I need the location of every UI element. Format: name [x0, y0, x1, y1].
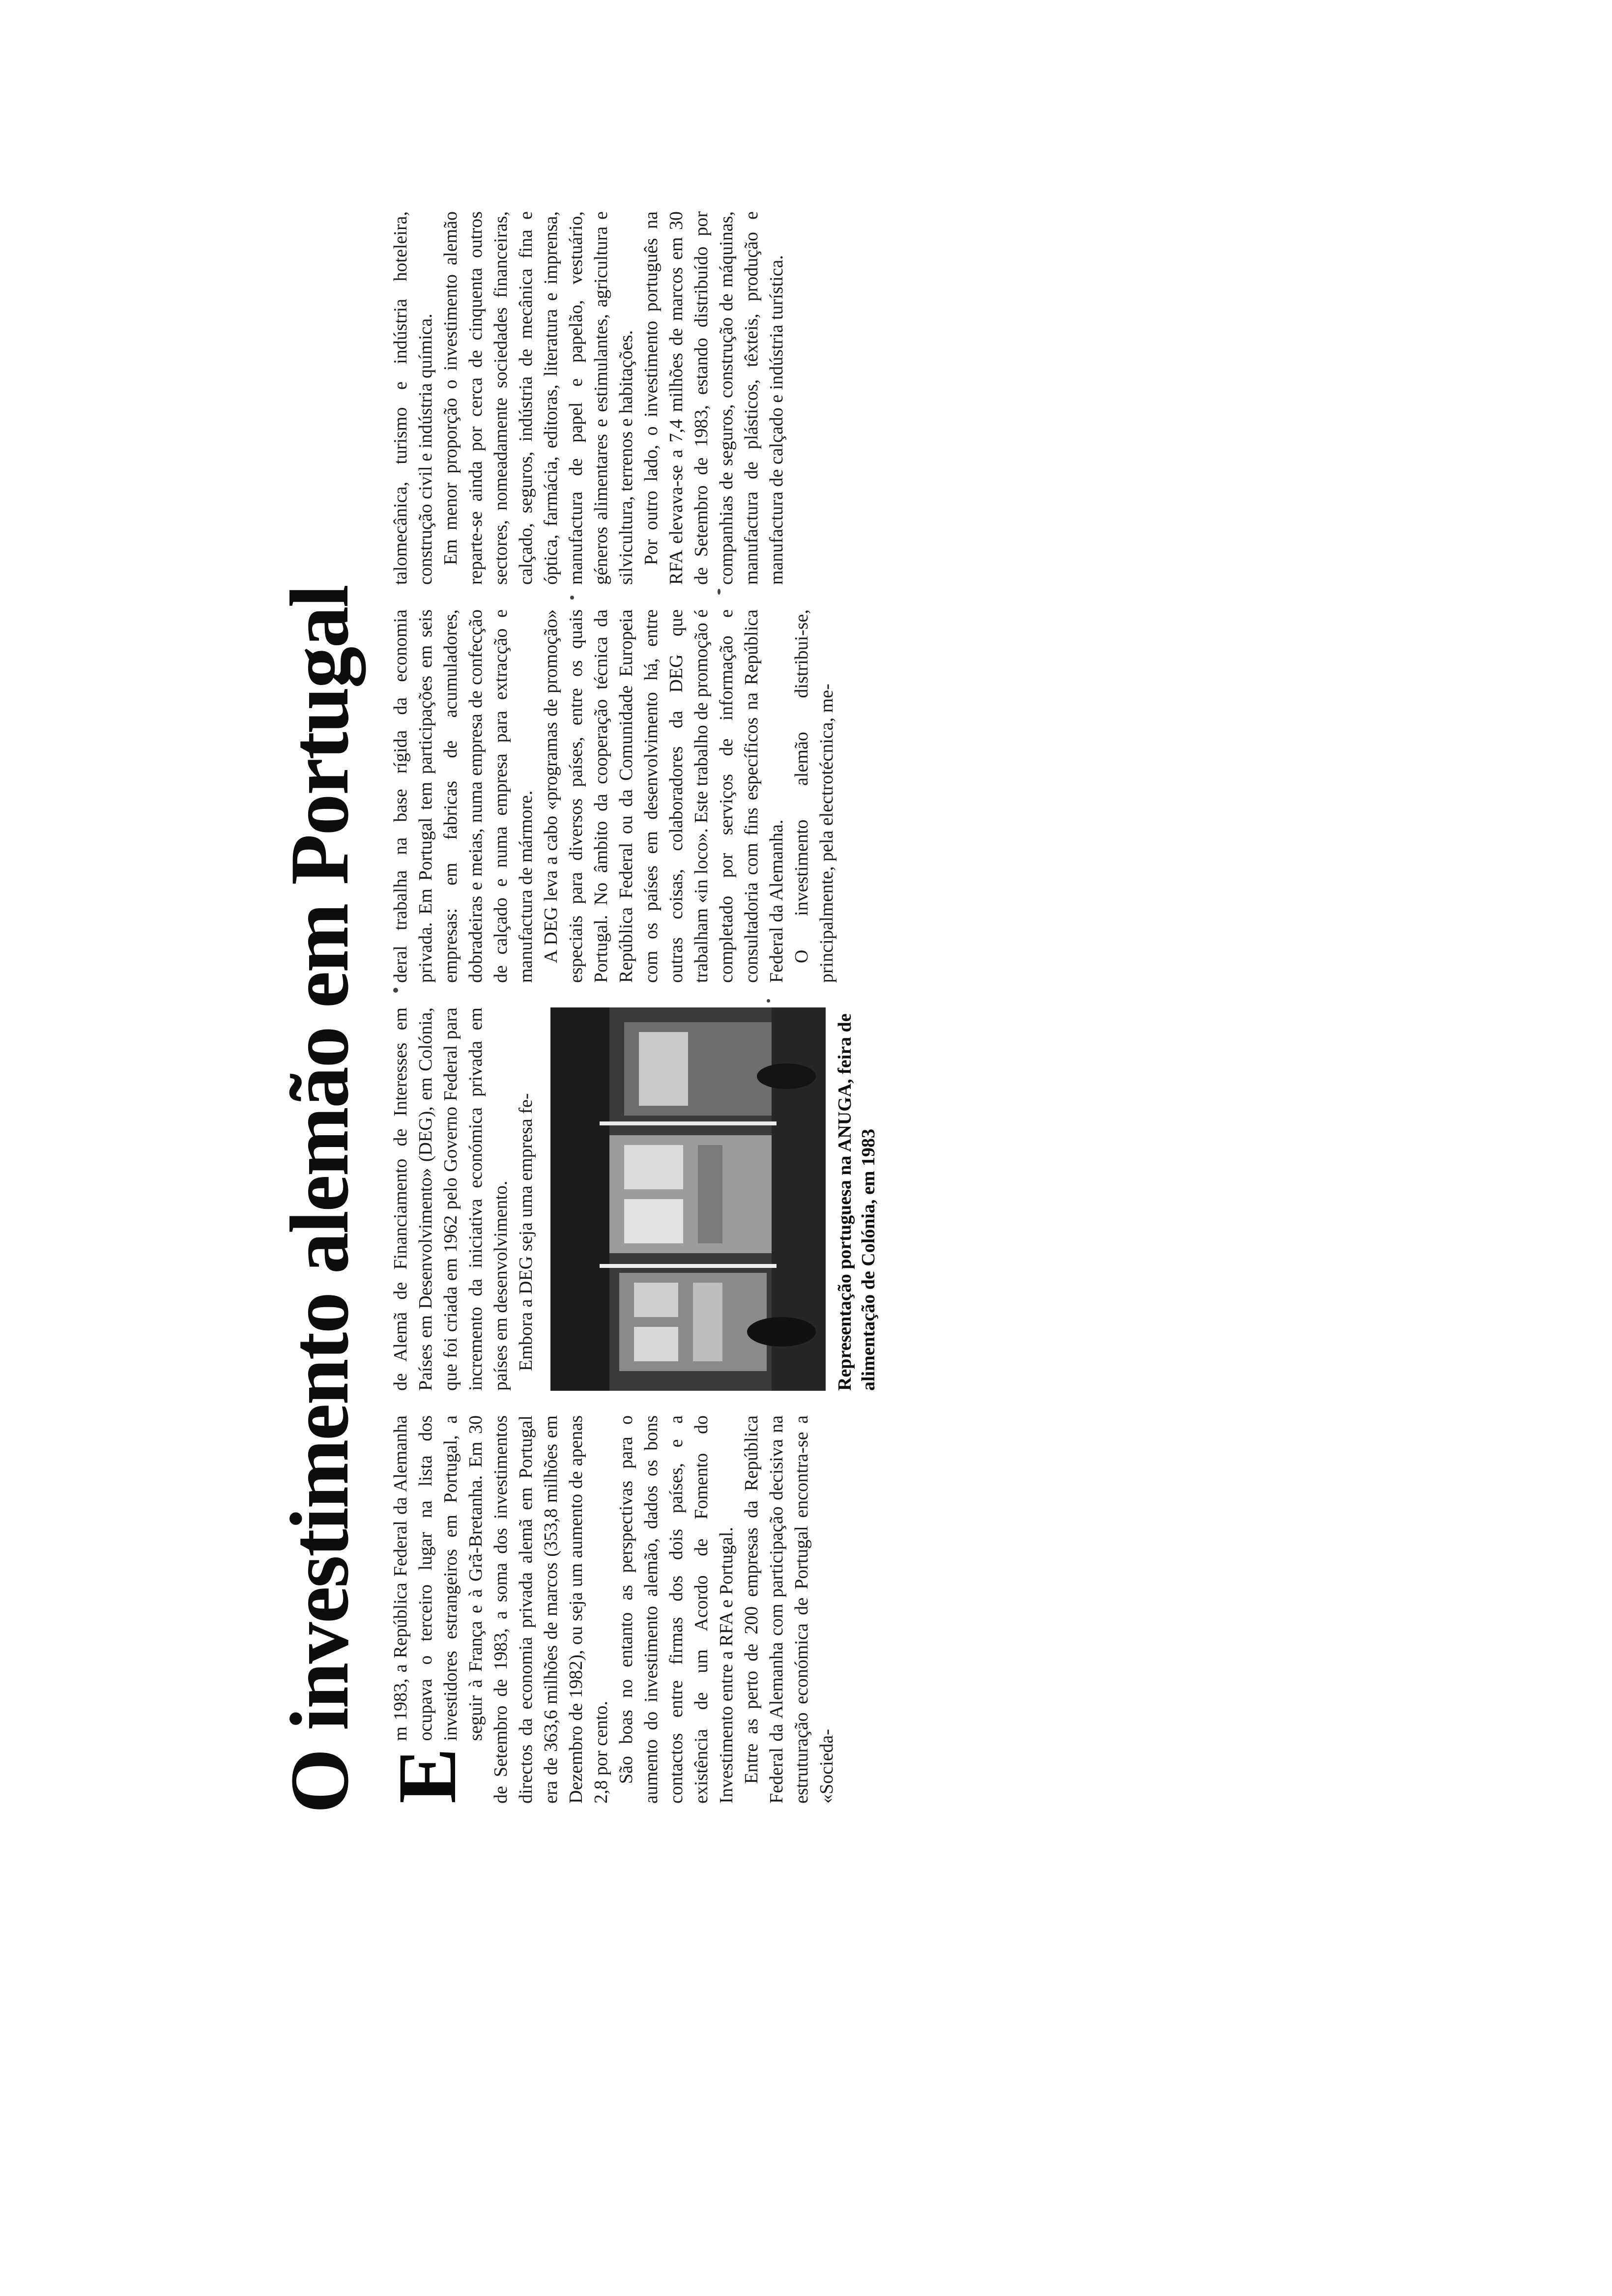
paragraph: de Alemã de Financiamento de Interesses em Países em Desenvolvimento» (DEG), em Colónia, que foi criada em 1962 pelo Governo Federal para incremento da iniciativa económica privada em países em desenvolvimento.: [390, 1007, 511, 1391]
article-column-4: [388, 211, 904, 585]
photo-caption: Representação portuguesa na ANUGA, feira de alimentação de Colónia, em 1983: [835, 1013, 879, 1391]
article-column-3: [388, 609, 904, 983]
paragraph: Embora a DEG seja uma empresa fe-: [516, 1093, 536, 1371]
paragraph: Por outro lado, o investimento português na RFA elevava-se a 7,4 milhões de marcos em 30 de Setembro de 1983, estando distribuído por companhias de seguros, construção de máquinas, manufactura de plásticos, têxteis, produção e manufactura de calçado e indústria turística.: [641, 211, 787, 585]
scan-speck: [570, 596, 574, 600]
article-photo: [550, 1007, 826, 1391]
paragraph: São boas no entanto as perspectivas para o aumento do investimento alemão, dados os bons contactos entre firmas dos dois países, e a existência de um Acordo de Fomento do Investimento entre a RFA e Portugal.: [616, 1415, 737, 1804]
scan-speck: [393, 988, 398, 993]
scan-speck: [718, 589, 720, 595]
scan-speck: [767, 999, 770, 1003]
paragraph: deral trabalha na base rígida da economia privada. Em Portugal tem participações em seis empresas: em fabricas de acumuladores, dobradeiras e meias, numa empresa de confecção de calçado e numa empresa para extracção e manufactura de mármore.: [390, 609, 536, 983]
article-column-1: [381, 1415, 904, 1804]
paragraph: Em menor proporção o investimento alemão reparte-se ainda por cerca de cinquenta outros sectores, nomeadamente sociedades financeiras, calçado, seguros, indústria de mecânica fina e óptica, farmácia, editoras, literatura e imprensa, manufactura de papel e papelão, vestuário, géneros alimentares e estimulantes, agricultura e silvicultura, terrenos e habitações.: [440, 211, 636, 585]
paragraph: Entre as perto de 200 empresas da República Federal da Alemanha com participação decisiva na estruturação económica de Portugal encontra-se a «Socieda-: [741, 1415, 837, 1804]
paragraph: A DEG leva a cabo «programas de promoção» especiais para diversos países, entre os quais Portugal. No âmbito da cooperação técnica da República Federal ou da Comunidade Europeia com os países em desenvolvimento há, entre outras coisas, colaboradores da DEG que trabalham «in loco». Este trabalho de promoção é completado por serviços de informação e consultadoria com fins específicos na República Federal da Alemanha.: [541, 609, 787, 983]
article-headline: O investimento alemão em Portugal: [273, 586, 366, 1813]
paragraph: O investimento alemão distribui-se, principalmente, pela electrotécnica, me-: [791, 609, 837, 983]
paragraph: talomecânica, turismo e indústria hoteleira, construção civil e indústria química.: [390, 211, 436, 585]
drop-cap: E: [381, 1748, 473, 1804]
exhibition-stand-photo: [550, 1007, 826, 1391]
paragraph: m 1983, a República Federal da Alemanha ocupava o terceiro lugar na lista dos investidores estrangeiros em Portugal, a seguir à França e à Grã-Bretanha. Em 30 de Setembro de 1983, a soma dos investimentos directos da economia privada alemã em Portugal era de 363,6 milhões de marcos (353,8 milhões em Dezembro de 1982), ou seja um aumento de apenas 2,8 por cento.: [390, 1415, 611, 1804]
newspaper-clipping: [275, 44, 1356, 1813]
